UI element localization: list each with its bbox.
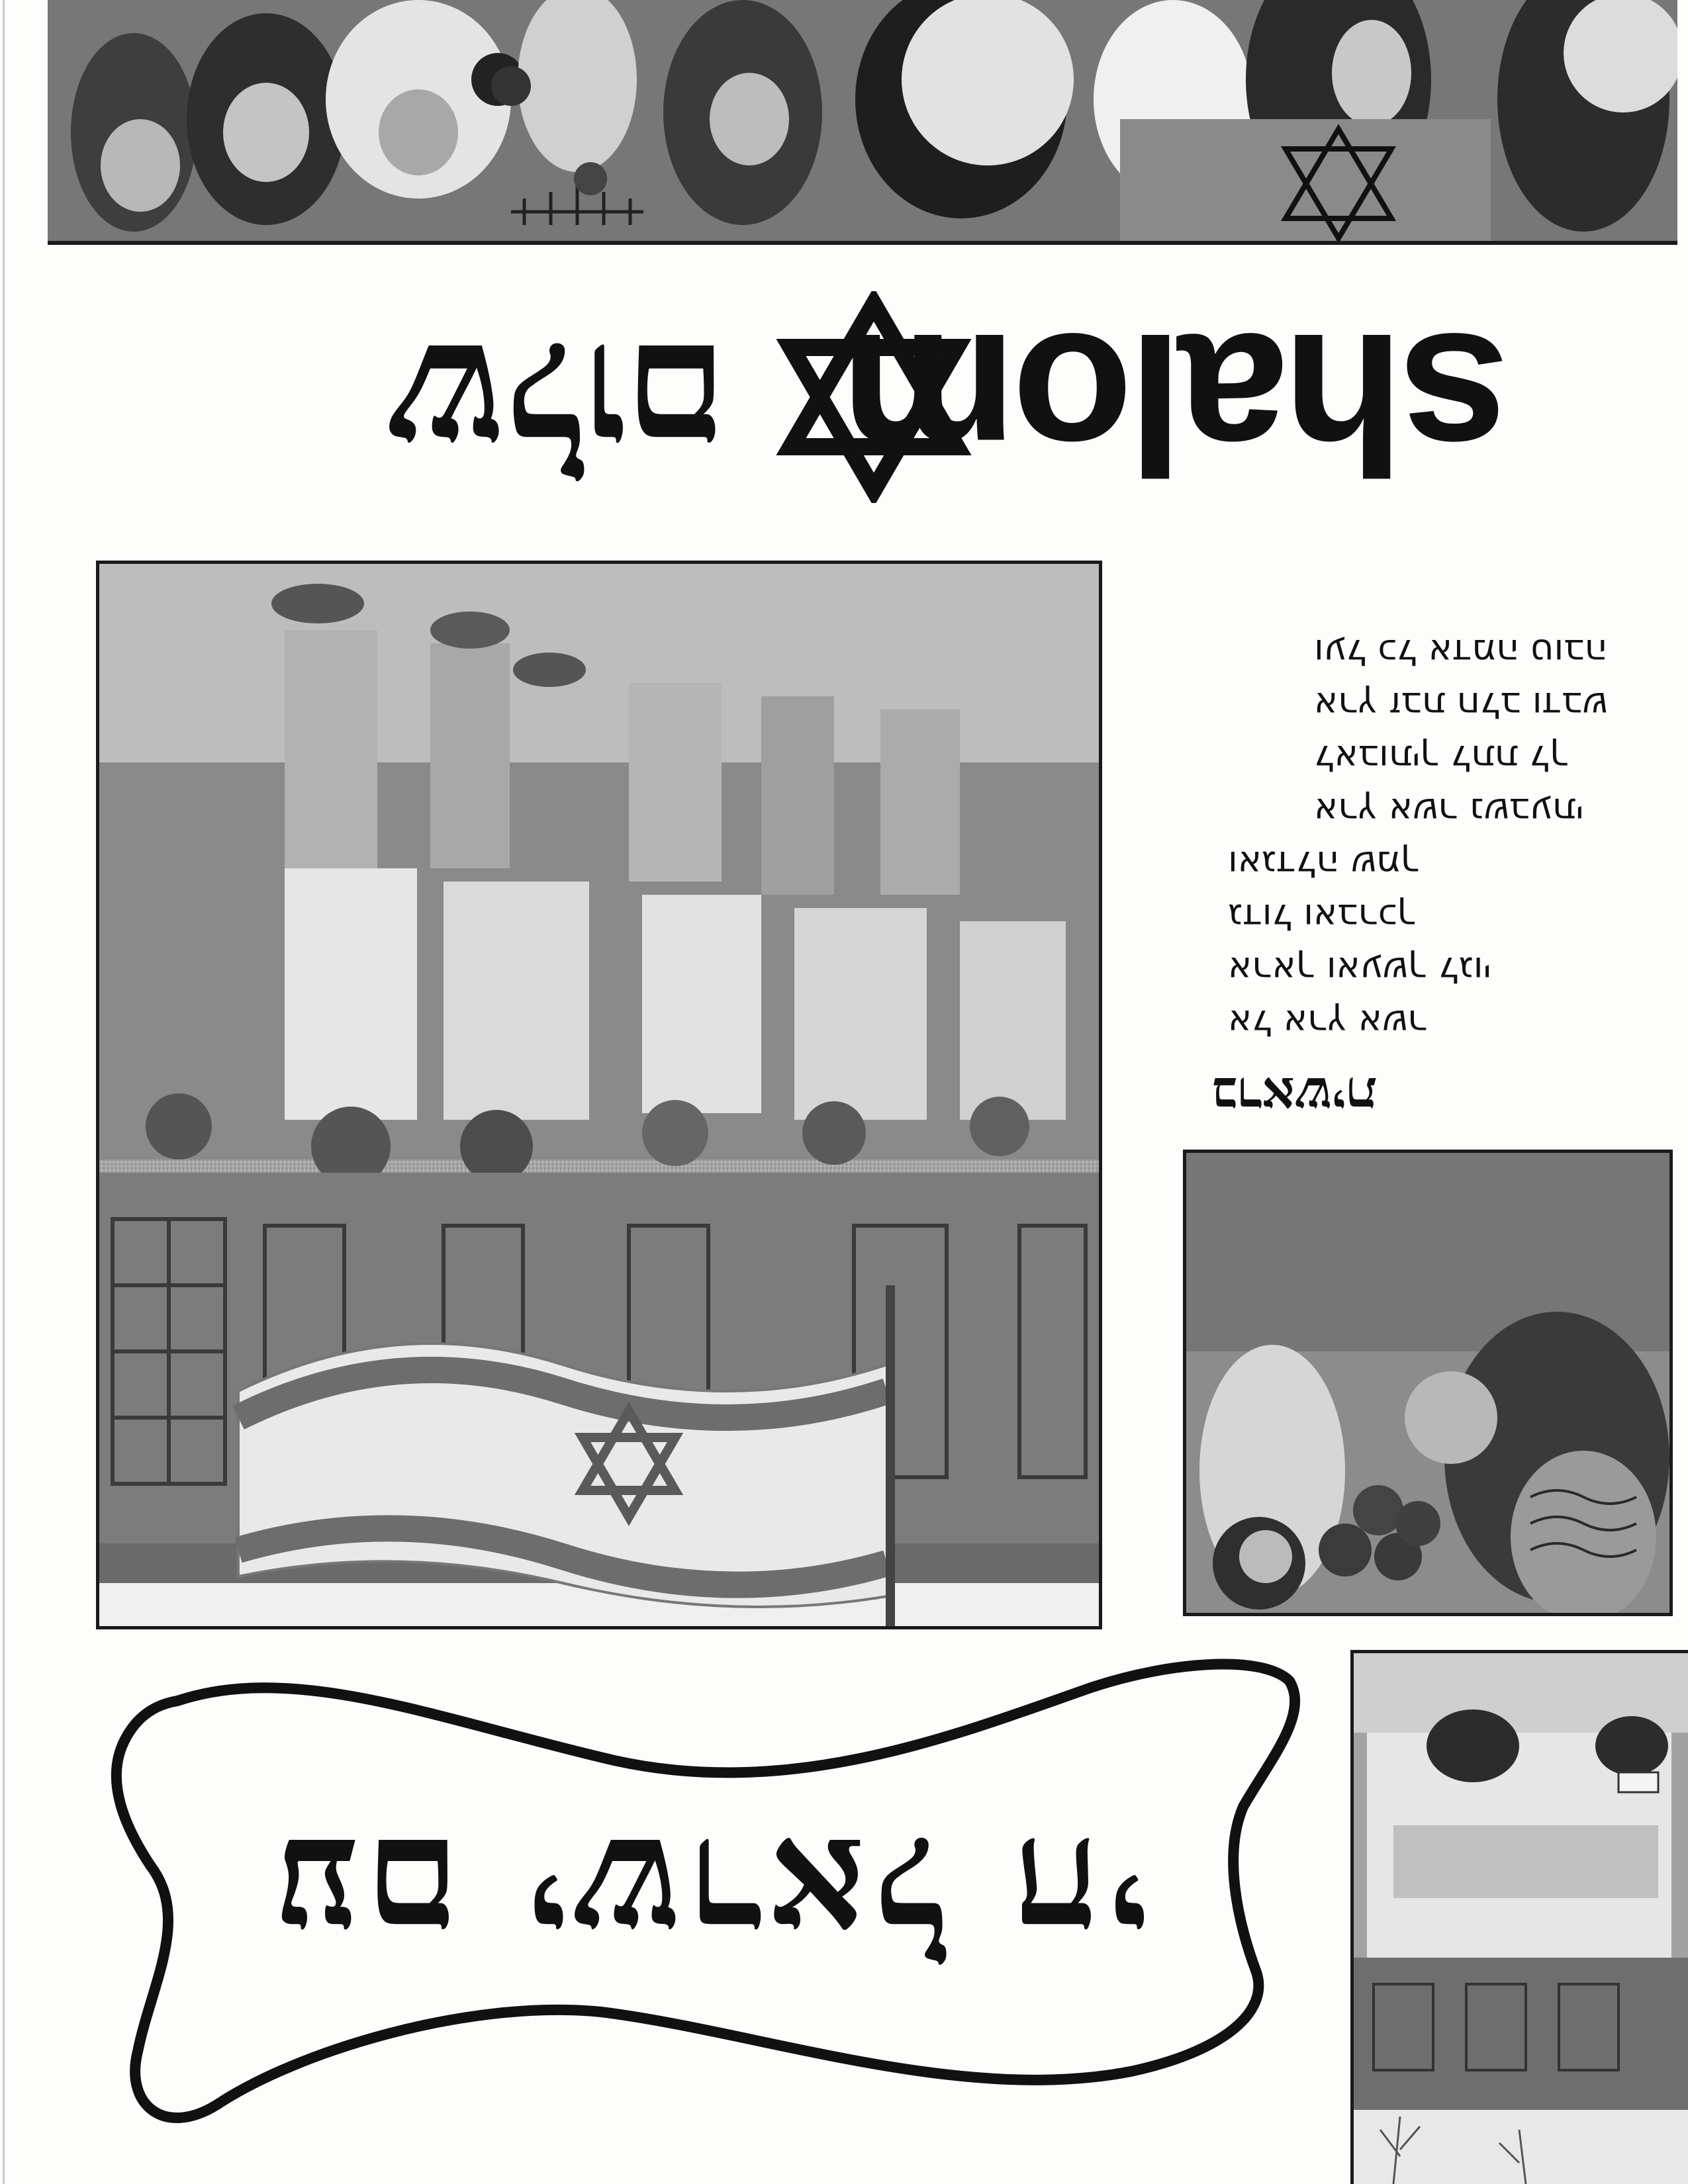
celebration-photo bbox=[1183, 1150, 1673, 1616]
poem-line: אראך ואעשך לגוי bbox=[1228, 949, 1491, 991]
poem-line: אל ארץ אשר bbox=[1228, 1002, 1428, 1044]
poem-line: ואגדלה שמך bbox=[1228, 843, 1420, 885]
scroll-banner bbox=[98, 1641, 1309, 2144]
poem-line: ארץ אשר נשבעתי bbox=[1314, 790, 1584, 832]
celebration-image bbox=[1186, 1153, 1669, 1613]
top-group-photo bbox=[48, 0, 1677, 245]
star-of-david-icon bbox=[774, 291, 973, 503]
group-flag-photo bbox=[96, 561, 1102, 1629]
poem-line: ועל כל אדמה טובה bbox=[1314, 631, 1608, 673]
poem-stanza-1 bbox=[1314, 619, 1658, 837]
poem-line: לאבותיך לתת לך bbox=[1314, 737, 1569, 779]
scroll-banner-text-wrap bbox=[191, 1754, 1223, 2032]
poem-line: ארץ זבת חלב ודבש bbox=[1314, 684, 1608, 726]
scan-edge-line bbox=[3, 0, 5, 2184]
title-english: shalom bbox=[845, 293, 1509, 515]
poem-signature bbox=[1152, 1062, 1377, 1128]
title-banner bbox=[252, 265, 1529, 516]
title-hebrew: שלום bbox=[388, 306, 728, 501]
car-photo bbox=[1350, 1650, 1688, 2184]
poem-stanza-2 bbox=[1228, 831, 1572, 1049]
group-flag-image bbox=[99, 564, 1099, 1626]
top-photo-image bbox=[48, 0, 1677, 241]
scroll-banner-text: עם ישראל חי bbox=[266, 1803, 1148, 1982]
poem-signature-text: בראשית bbox=[1211, 1066, 1377, 1126]
poem-line: גדול ואברכך bbox=[1228, 896, 1417, 938]
car-image bbox=[1354, 1653, 1688, 2184]
